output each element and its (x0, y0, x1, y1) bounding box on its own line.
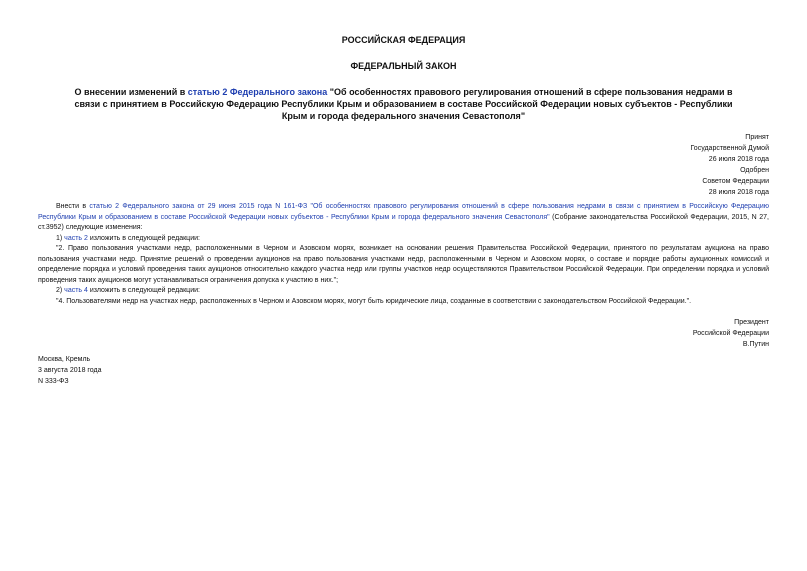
law-title-prefix: О внесении изменений в (74, 87, 188, 97)
item2-link[interactable]: часть 4 (64, 287, 88, 294)
item1-heading (38, 234, 769, 245)
item2-suffix: изложить в следующей редакции: (87, 287, 200, 294)
signature-block (38, 317, 769, 350)
approved-label: Одобрен (740, 167, 769, 174)
approved-date: 28 июля 2018 года (708, 189, 769, 196)
law-title-link[interactable]: статью 2 Федерального закона (187, 87, 328, 97)
intro-link[interactable]: статью 2 Федерального закона от 29 июня 2015 года N 161-ФЗ "Об особенностях правового регулирования отношений в сфере пользования недрами в связи с принятием в Российскую Федерацию Республики Крым и образованием в составе Российской Федерации новых субъектов - Республики Крым и города федерального значения Севастополя" (38, 203, 769, 221)
accepted-label: Принят (745, 134, 769, 141)
adoption-block (38, 132, 769, 198)
signature-title: Президент (734, 319, 769, 326)
law-title-rest: "Об особенностях правового регулирования отношений в сфере пользования недрами в связи с принятием в Российскую Федерацию Республики Крым и образованием в составе Российской Федерации новых субъектов - Республики Крым и города федерального значения Севастополя" (74, 87, 733, 121)
item1-link[interactable]: часть 2 (64, 234, 88, 242)
item1-text: "2. Право пользования участками недр, расположенными в Черном и Азовском морях, возникает на основании решения Правительства Российской Федерации, принятого по результатам аукциона на право пользования участками недр. Принятие решений о проведении аукционов на право пользования участками недр, расположенными в Черном и Азовском морях, о составе и порядке работы аукционных комиссий и определение порядка и условий проведения таких аукционов относительно каждого участка недр или группы участков недр осуществляются Правительством Российской Федерации. При определении порядка и условий проведения таких аукционов могут устанавливаться ограничения допуска к участию в них."; (38, 245, 769, 284)
item2-text: "4. Пользователями недр на участках недр, расположенных в Черном и Азовском морях, могут быть юридические лица, созданные в соответствии с законодательством Российской Федерации.". (56, 297, 692, 305)
accepted-date: 26 июля 2018 года (708, 156, 769, 163)
item1-prefix: 1) (56, 234, 65, 242)
item2-heading (38, 286, 769, 297)
accepted-by: Государственной Думой (690, 145, 769, 152)
item1-suffix: изложить в следующей редакции: (87, 234, 200, 242)
country-heading: РОССИЙСКАЯ ФЕДЕРАЦИЯ (341, 35, 466, 45)
approved-by: Советом Федерации (702, 178, 769, 185)
footer-place: Москва, Кремль (38, 356, 91, 363)
intro-prefix: Внести в (56, 203, 90, 210)
signature-of: Российской Федерации (692, 330, 769, 337)
intro-suffix: (Собрание законодательства Российской Федерации, 2015, N 27, ст.3952) следующие изменения: (38, 213, 769, 231)
intro-paragraph (38, 202, 769, 234)
signature-name: В.Путин (742, 341, 769, 348)
footer-date: 3 августа 2018 года (38, 367, 102, 374)
item2-prefix: 2) (56, 287, 65, 294)
footer-number: N 333-ФЗ (38, 378, 69, 385)
footer-block (38, 354, 769, 387)
law-title (68, 86, 739, 122)
law-type-heading: ФЕДЕРАЛЬНЫЙ ЗАКОН (350, 61, 457, 71)
